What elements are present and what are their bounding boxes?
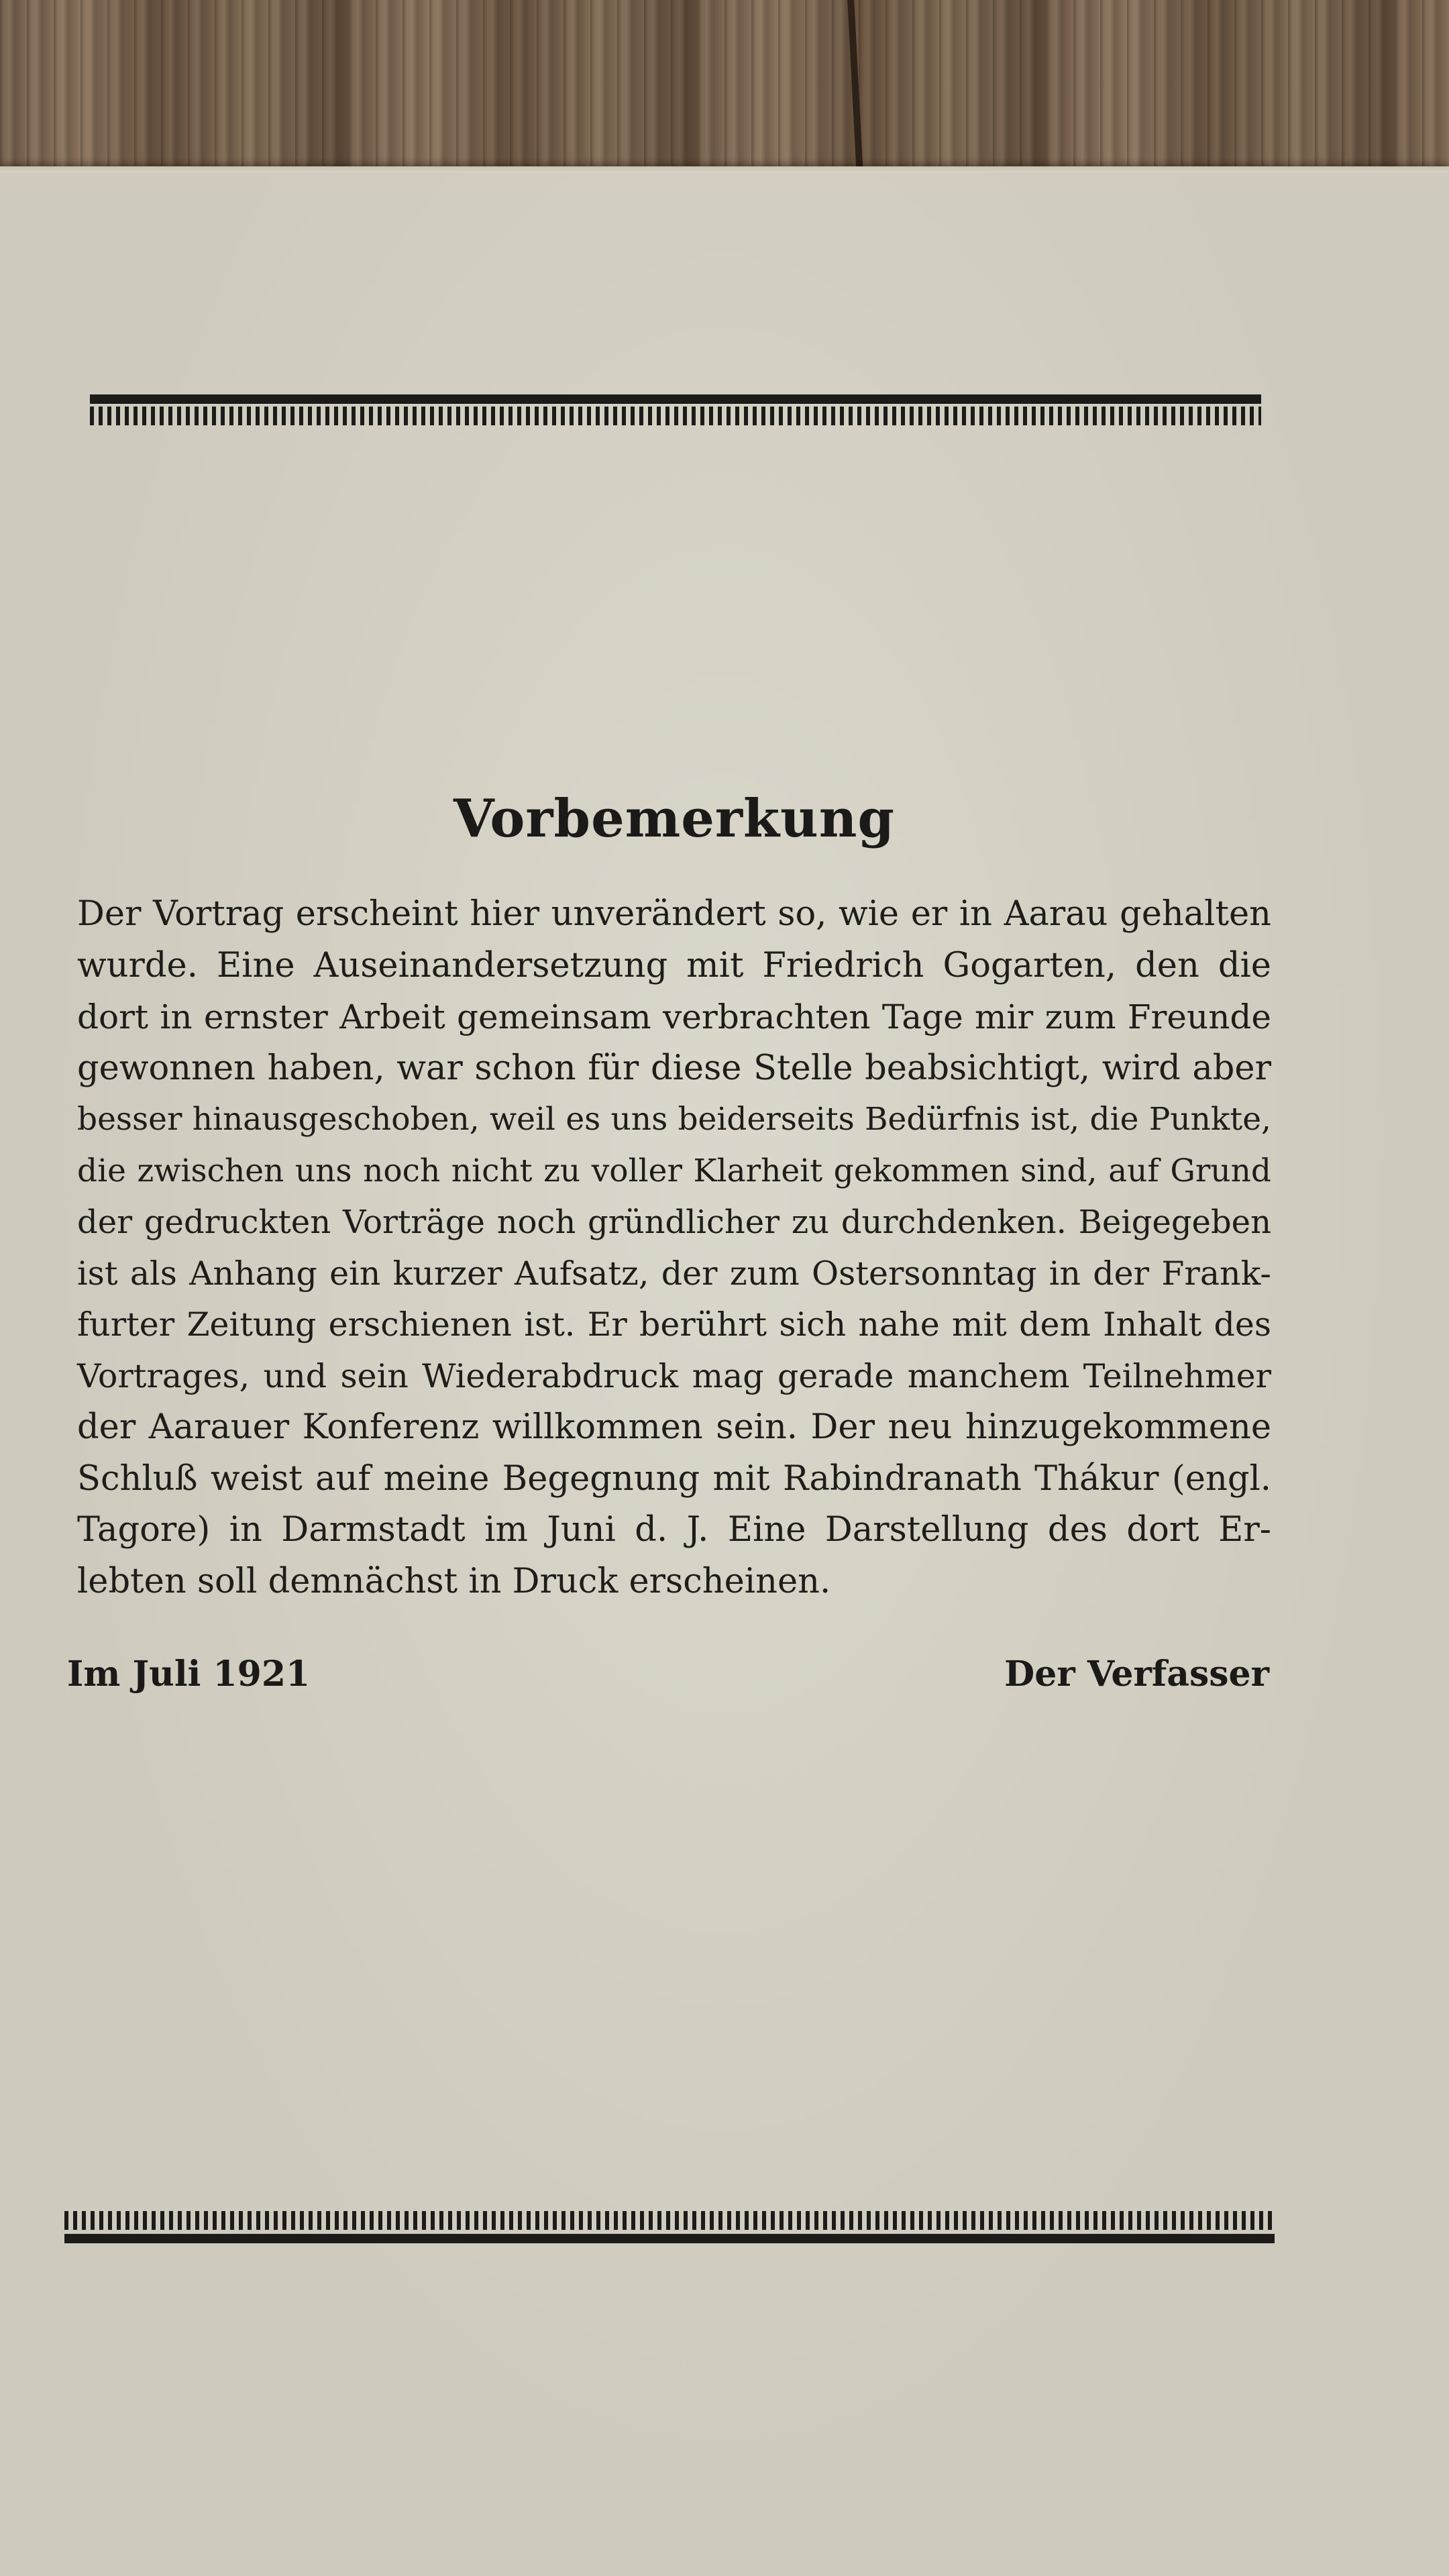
wooden-table-background: [0, 0, 1449, 181]
top-rule-bar: [90, 394, 1261, 404]
preface-body: [77, 889, 1271, 1607]
paper-top-edge: [0, 166, 1449, 173]
body-line: ist als Anhang ein kurzer Aufsatz, der zum Ostersonntag in der Frank-: [77, 1254, 1271, 1293]
body-line: Tagore) in Darmstadt im Juni d. J. Eine Darstellung des dort Er-: [77, 1510, 1271, 1550]
body-line: Vortrages, und sein Wiederabdruck mag gerade manchem Teilnehmer: [77, 1356, 1271, 1395]
bottom-ornamental-rule: [64, 2211, 1275, 2245]
body-line: der Aarauer Konferenz willkommen sein. Der neu hinzugekommene: [77, 1407, 1271, 1447]
top-ornamental-rule: [90, 394, 1261, 428]
top-rule-teeth: [90, 407, 1261, 425]
body-line: dort in ernster Arbeit gemeinsam verbrachten Tage mir zum Freunde: [77, 998, 1271, 1036]
page-title: Vorbemerkung: [453, 788, 895, 849]
body-line: Der Vortrag erscheint hier unverändert so, wie er in Aarau gehalten: [77, 894, 1271, 934]
author-signature: Der Verfasser: [1004, 1654, 1269, 1695]
body-line: besser hinausgeschoben, weil es uns beiderseits Bedürfnis ist, die Punkte,: [77, 1101, 1271, 1138]
bottom-rule-bar: [64, 2234, 1275, 2243]
bottom-rule-teeth: [64, 2211, 1275, 2230]
body-line: wurde. Eine Auseinandersetzung mit Friedrich Gogarten, den die: [77, 945, 1271, 985]
body-line: die zwischen uns noch nicht zu voller Klarheit gekommen sind, auf Grund: [77, 1152, 1271, 1189]
body-line: der gedruckten Vorträge noch gründlicher zu durchdenken. Beigegeben: [77, 1203, 1271, 1241]
body-line: gewonnen haben, war schon für diese Stelle beabsichtigt, wird aber: [77, 1048, 1271, 1088]
body-line: lebten soll demnächst in Druck erscheinen.: [77, 1561, 831, 1601]
body-line: furter Zeitung erschienen ist. Er berührt sich nahe mit dem Inhalt des: [77, 1305, 1271, 1344]
date-line: Im Juli 1921: [67, 1654, 311, 1695]
body-line: Schluß weist auf meine Begegnung mit Rabindranath Thákur (engl.: [77, 1458, 1271, 1499]
